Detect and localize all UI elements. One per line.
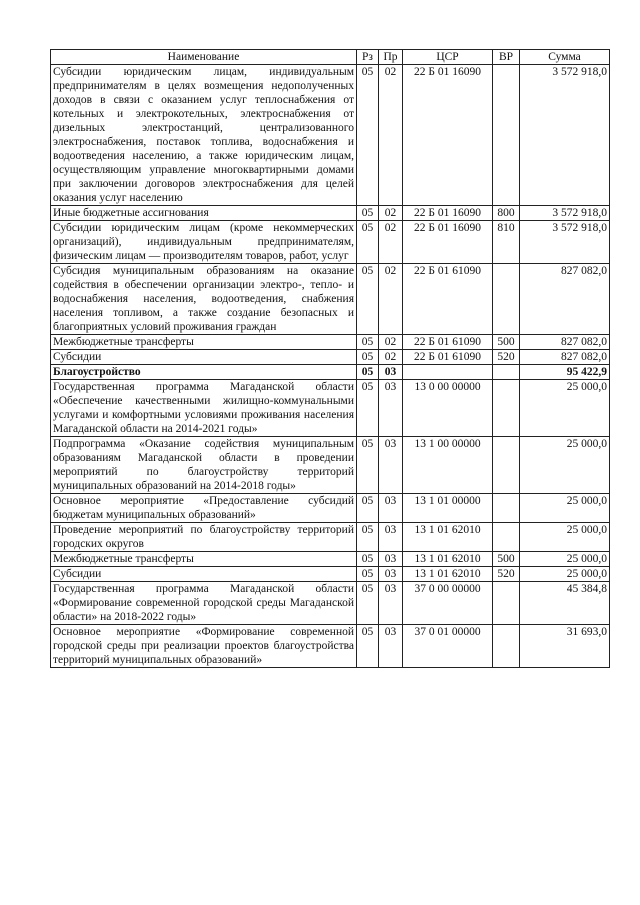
row-pr: 03 <box>379 523 403 552</box>
row-csr: 13 1 01 62010 <box>403 523 493 552</box>
row-csr: 22 Б 01 16090 <box>403 221 493 264</box>
row-csr: 22 Б 01 61090 <box>403 350 493 365</box>
row-csr: 13 1 01 62010 <box>403 567 493 582</box>
row-vr <box>493 523 520 552</box>
row-sum: 25 000,0 <box>520 380 610 437</box>
row-csr: 22 Б 01 61090 <box>403 335 493 350</box>
row-name: Иные бюджетные ассигнования <box>51 206 357 221</box>
table-row <box>51 523 610 552</box>
table-body <box>51 65 610 668</box>
row-sum: 3 572 918,0 <box>520 206 610 221</box>
row-csr: 22 Б 01 16090 <box>403 65 493 206</box>
row-rz: 05 <box>357 582 379 625</box>
header-sum: Сумма <box>520 50 610 65</box>
row-name: Подпрограмма «Оказание содействия муниципальным образованиям Магаданской области в проведении мероприятий по благоустройству территорий муниципальных образований на 2014-2018 годы» <box>51 437 357 494</box>
row-sum: 25 000,0 <box>520 567 610 582</box>
row-pr: 02 <box>379 65 403 206</box>
row-name: Субсидии <box>51 350 357 365</box>
table-row <box>51 437 610 494</box>
row-rz: 05 <box>357 523 379 552</box>
row-name: Субсидии юридическим лицам, индивидуальным предпринимателям в целях возмещения недополученных доходов в связи с оказанием услуг теплоснабжения от котельных и электрокотельных, электроснабжения от дизельных электростанций, централизованного электроснабжения, поставок топлива, водоснабжения и водоотведения населению, а также юридическим лицам, осуществляющим управление многоквартирными домами при заключении договоров электроснабжения для целей оказания услуг населению <box>51 65 357 206</box>
row-pr: 02 <box>379 335 403 350</box>
row-rz: 05 <box>357 567 379 582</box>
row-name: Основное мероприятие «Формирование современной городской среды при реализации проектов благоустройства территорий муниципальных образований» <box>51 625 357 668</box>
row-sum: 25 000,0 <box>520 494 610 523</box>
header-pr: Пр <box>379 50 403 65</box>
row-vr <box>493 365 520 380</box>
row-name: Государственная программа Магаданской области «Обеспечение качественными жилищно-коммунальными услугами и комфортными условиями проживания населения Магаданской области на 2014-2021 годы» <box>51 380 357 437</box>
row-csr: 22 Б 01 16090 <box>403 206 493 221</box>
table-row <box>51 380 610 437</box>
row-vr <box>493 494 520 523</box>
row-vr: 800 <box>493 206 520 221</box>
row-csr: 13 1 00 00000 <box>403 437 493 494</box>
row-sum: 95 422,9 <box>520 365 610 380</box>
row-name: Субсидии <box>51 567 357 582</box>
row-csr: 13 1 01 62010 <box>403 552 493 567</box>
row-pr: 03 <box>379 552 403 567</box>
row-csr: 13 1 01 00000 <box>403 494 493 523</box>
row-pr: 03 <box>379 365 403 380</box>
row-vr: 500 <box>493 335 520 350</box>
table-row <box>51 350 610 365</box>
table-row <box>51 494 610 523</box>
row-sum: 31 693,0 <box>520 625 610 668</box>
table-row <box>51 552 610 567</box>
row-sum: 25 000,0 <box>520 523 610 552</box>
row-vr: 520 <box>493 567 520 582</box>
row-name: Межбюджетные трансферты <box>51 552 357 567</box>
row-vr <box>493 264 520 335</box>
row-pr: 02 <box>379 206 403 221</box>
row-rz: 05 <box>357 437 379 494</box>
table-row <box>51 365 610 380</box>
row-pr: 02 <box>379 264 403 335</box>
row-sum: 827 082,0 <box>520 335 610 350</box>
row-vr: 500 <box>493 552 520 567</box>
row-rz: 05 <box>357 206 379 221</box>
row-name: Межбюджетные трансферты <box>51 335 357 350</box>
row-vr <box>493 625 520 668</box>
row-sum: 45 384,8 <box>520 582 610 625</box>
row-rz: 05 <box>357 335 379 350</box>
row-sum: 3 572 918,0 <box>520 65 610 206</box>
budget-table <box>50 49 610 668</box>
row-name: Благоустройство <box>51 365 357 380</box>
row-rz: 05 <box>357 221 379 264</box>
row-pr: 03 <box>379 494 403 523</box>
row-pr: 03 <box>379 437 403 494</box>
table-header-row <box>51 50 610 65</box>
table-row <box>51 335 610 350</box>
row-sum: 25 000,0 <box>520 552 610 567</box>
row-csr: 37 0 01 00000 <box>403 625 493 668</box>
row-rz: 05 <box>357 380 379 437</box>
row-pr: 02 <box>379 221 403 264</box>
row-csr: 13 0 00 00000 <box>403 380 493 437</box>
table-row <box>51 206 610 221</box>
row-rz: 05 <box>357 264 379 335</box>
row-vr <box>493 65 520 206</box>
table-row <box>51 625 610 668</box>
row-rz: 05 <box>357 365 379 380</box>
row-sum: 827 082,0 <box>520 264 610 335</box>
row-sum: 827 082,0 <box>520 350 610 365</box>
table-row <box>51 567 610 582</box>
header-rz: Рз <box>357 50 379 65</box>
row-name: Государственная программа Магаданской области «Формирование современной городской среды Магаданской области» на 2018-2022 годы» <box>51 582 357 625</box>
row-pr: 02 <box>379 350 403 365</box>
row-rz: 05 <box>357 494 379 523</box>
row-csr: 37 0 00 00000 <box>403 582 493 625</box>
row-vr: 810 <box>493 221 520 264</box>
header-csr: ЦСР <box>403 50 493 65</box>
row-vr <box>493 582 520 625</box>
row-name: Субсидии юридическим лицам (кроме некоммерческих организаций), индивидуальным предпринимателям, физическим лицам — производителям товаров, работ, услуг <box>51 221 357 264</box>
header-name: Наименование <box>51 50 357 65</box>
row-csr <box>403 365 493 380</box>
row-sum: 3 572 918,0 <box>520 221 610 264</box>
row-pr: 03 <box>379 567 403 582</box>
row-sum: 25 000,0 <box>520 437 610 494</box>
row-name: Проведение мероприятий по благоустройству территорий городских округов <box>51 523 357 552</box>
header-vr: ВР <box>493 50 520 65</box>
table-row <box>51 582 610 625</box>
row-name: Основное мероприятие «Предоставление субсидий бюджетам муниципальных образований» <box>51 494 357 523</box>
table-row <box>51 65 610 206</box>
row-pr: 03 <box>379 380 403 437</box>
row-vr: 520 <box>493 350 520 365</box>
row-vr <box>493 380 520 437</box>
table-row <box>51 264 610 335</box>
row-vr <box>493 437 520 494</box>
row-rz: 05 <box>357 350 379 365</box>
row-csr: 22 Б 01 61090 <box>403 264 493 335</box>
table-row <box>51 221 610 264</box>
row-rz: 05 <box>357 65 379 206</box>
row-pr: 03 <box>379 582 403 625</box>
row-pr: 03 <box>379 625 403 668</box>
row-rz: 05 <box>357 625 379 668</box>
row-name: Субсидия муниципальным образованиям на оказание содействия в обеспечении организации электро-, тепло- и водоснабжения населения, водоотведения, снабжения населения топливом, а также создание безопасных и благоприятных условий проживания граждан <box>51 264 357 335</box>
row-rz: 05 <box>357 552 379 567</box>
